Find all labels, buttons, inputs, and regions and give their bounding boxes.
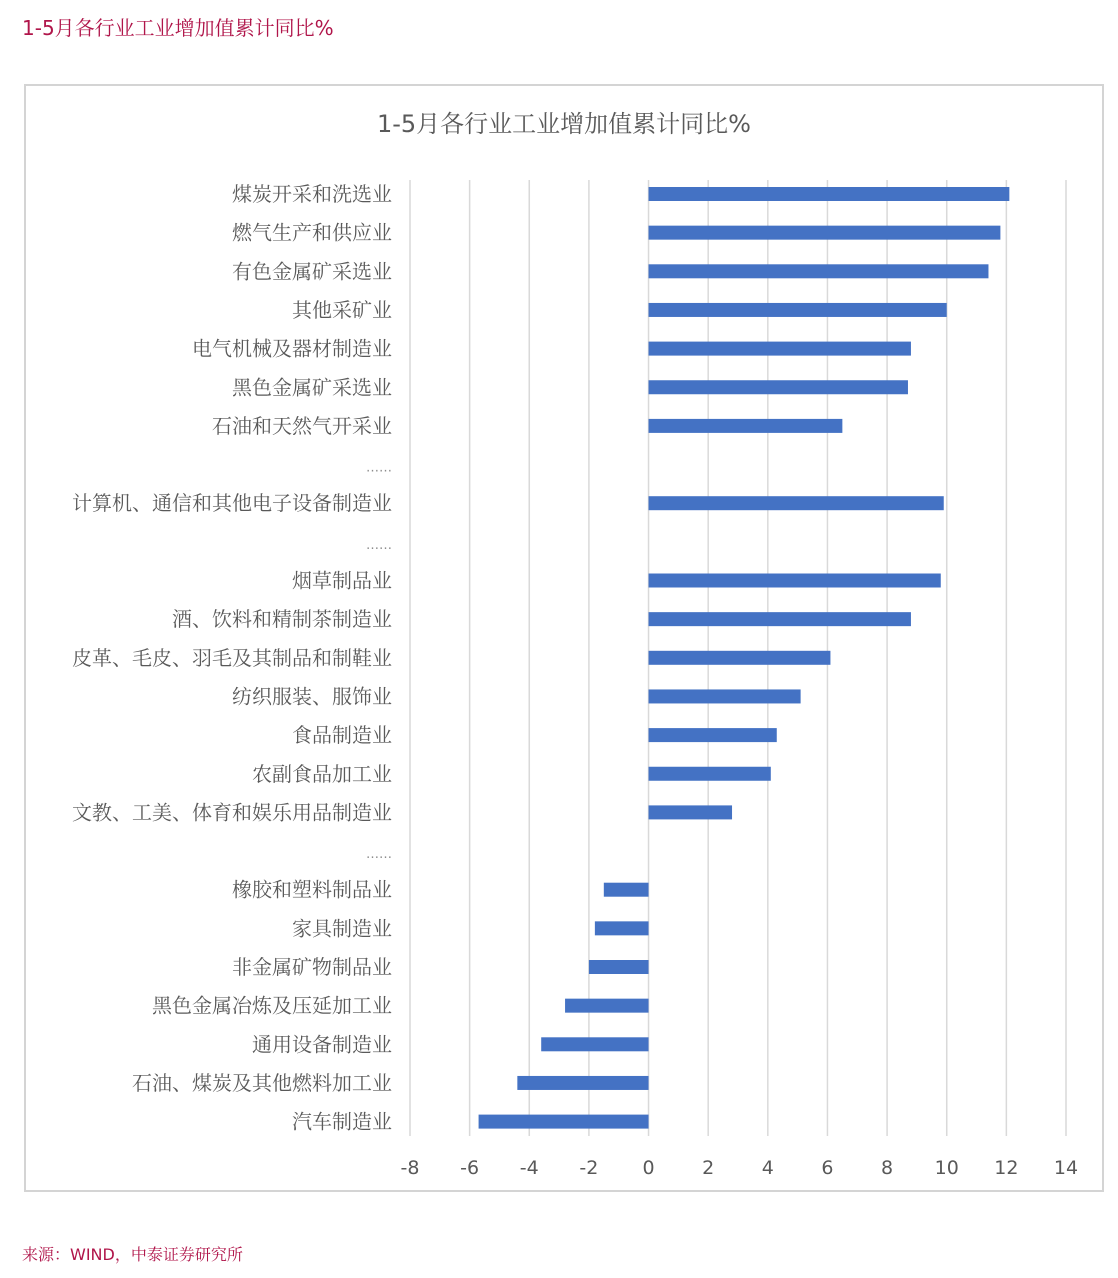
x-tick-label: 2 (702, 1157, 715, 1179)
category-label: 烟草制品业 (292, 568, 392, 593)
x-tick-label: 14 (1053, 1157, 1079, 1179)
x-tick-label: 12 (994, 1157, 1019, 1179)
category-label: 皮革、毛皮、羽毛及其制品和制鞋业 (72, 645, 392, 670)
category-label: 有色金属矿采选业 (232, 259, 392, 284)
bar (649, 496, 944, 510)
page-title: 1-5月各行业工业增加值累计同比% (22, 16, 334, 40)
category-label: 其他采矿业 (292, 297, 392, 322)
x-tick-label: 6 (821, 1157, 834, 1179)
category-label: 非金属矿物制品业 (232, 955, 392, 979)
x-tick-label: 10 (934, 1157, 959, 1179)
bar (604, 883, 649, 897)
category-label: 家具制造业 (292, 916, 392, 941)
category-label: 黑色金属矿采选业 (232, 375, 392, 400)
bar (649, 767, 771, 781)
category-label: 食品制造业 (292, 723, 392, 748)
category-label: 计算机、通信和其他电子设备制造业 (72, 491, 392, 516)
ellipsis-separator: …… (366, 537, 392, 553)
x-tick-label: -8 (400, 1157, 420, 1179)
bar (649, 419, 843, 433)
chart-frame (24, 84, 1104, 1192)
category-label: 燃气生产和供应业 (232, 220, 392, 245)
bar (517, 1076, 648, 1090)
x-tick-label: -2 (579, 1157, 599, 1179)
category-label: 农副食品加工业 (252, 761, 392, 786)
bar (649, 612, 911, 626)
category-label: 文教、工美、体育和娱乐用品制造业 (72, 800, 392, 825)
x-tick-label: 0 (642, 1157, 655, 1179)
category-label: 石油、煤炭及其他燃料加工业 (132, 1070, 392, 1095)
bar (649, 805, 732, 819)
bar (649, 342, 911, 356)
bar (649, 226, 1001, 240)
bar (649, 728, 777, 742)
category-label: 煤炭开采和洗选业 (232, 182, 392, 206)
category-label: 通用设备制造业 (252, 1032, 392, 1057)
category-label: 汽车制造业 (292, 1109, 392, 1134)
ellipsis-separator: …… (366, 460, 392, 476)
category-label: 酒、饮料和精制茶制造业 (172, 607, 392, 632)
x-tick-label: -4 (519, 1157, 539, 1179)
bar (541, 1037, 648, 1051)
ellipsis-separator: …… (366, 847, 392, 863)
bar (649, 574, 941, 588)
bar (649, 187, 1010, 201)
bar (595, 921, 649, 935)
chart-title: 1-5月各行业工业增加值累计同比% (376, 110, 752, 138)
source-note: 来源：WIND，中泰证券研究所 (22, 1245, 243, 1264)
bar-chart (26, 86, 1102, 1190)
category-label: 黑色金属冶炼及压延加工业 (152, 993, 392, 1018)
category-label: 石油和天然气开采业 (212, 413, 392, 438)
bar (649, 689, 801, 703)
category-label: 橡胶和塑料制品业 (232, 877, 392, 902)
bar (649, 380, 908, 394)
bar (649, 264, 989, 278)
x-tick-label: 8 (881, 1157, 894, 1179)
category-label: 纺织服装、服饰业 (232, 684, 392, 709)
bar (649, 303, 947, 317)
bar (649, 651, 831, 665)
bar (479, 1115, 649, 1129)
bar (589, 960, 649, 974)
x-tick-label: -6 (460, 1157, 480, 1179)
category-label: 电气机械及器材制造业 (192, 336, 392, 361)
x-tick-label: 4 (761, 1157, 774, 1179)
bar (565, 999, 648, 1013)
